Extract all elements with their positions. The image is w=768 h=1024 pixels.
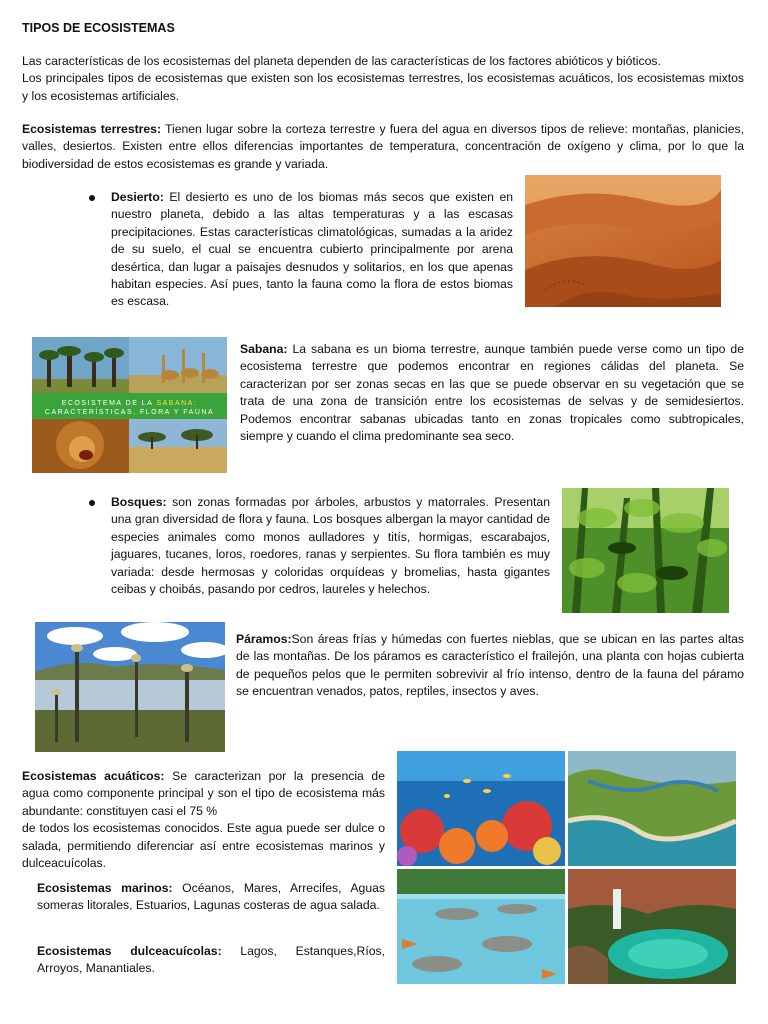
terrestres-label: Ecosistemas terrestres: bbox=[22, 122, 162, 136]
estuary-image bbox=[568, 751, 736, 866]
sabana-label: Sabana: bbox=[240, 342, 288, 356]
bosques-text: son zonas formadas por árboles, arbustos y matorrales. Presentan una gran diversidad de flora y fauna. Los bosques albergan la mayor cantidad de especies animales como monos aulladores y titís, hormigas, escarabajos, jaguares, tucanes, loros, roedores, ranas y serpientes. Su flora también es muy variada: desde hermosas y coloridas orquídeas y bromelias, hasta gigantes ceibas y choibás, pasando por cedros, laureles y helechos. bbox=[111, 495, 550, 597]
waterfall-image bbox=[568, 869, 736, 984]
intro-paragraph bbox=[22, 53, 744, 105]
marinos-paragraph bbox=[37, 880, 385, 915]
river-fish-image bbox=[397, 869, 565, 984]
terrestres-paragraph bbox=[22, 121, 744, 173]
acuaticos-text-2: de todos los ecosistemas conocidos. Este agua puede ser dulce o salada, permitiendo diferenciar así entre ecosistemas marinos y dulceacuícolas. bbox=[22, 821, 385, 871]
savanna-image bbox=[32, 337, 227, 473]
desert-image bbox=[525, 175, 721, 307]
marinos-label: Ecosistemas marinos: bbox=[37, 881, 173, 895]
bosques-paragraph bbox=[111, 494, 550, 598]
dulceacuicolas-label: Ecosistemas dulceacuícolas: bbox=[37, 944, 222, 958]
desierto-paragraph bbox=[111, 189, 513, 311]
paramos-label: Páramos: bbox=[236, 632, 292, 646]
dulceacuicolas-paragraph bbox=[37, 943, 385, 978]
terrestres-text: Tienen lugar sobre la corteza terrestre y fuera del agua en diversos tipos de relieve: montañas, planicies, valles, desiertos. Existen entre ellos diferencias importantes de temperatura, concentración de oxígeno y clima, por lo que la biodiversidad de estos ecosistemas es grande y variada. bbox=[22, 122, 744, 171]
bullet-icon bbox=[89, 195, 95, 201]
desierto-label: Desierto: bbox=[111, 190, 164, 204]
savanna-banner-line-1: ECOSISTEMA DE LA SABANA: bbox=[61, 400, 198, 407]
savanna-banner-line-2: CARACTERÍSTICAS, FLORA Y FAUNA bbox=[44, 409, 215, 416]
sabana-text: La sabana es un bioma terrestre, aunque también puede verse como un tipo de ecosistema terrestre que podemos encontrar en regiones cálidas del planeta. Se caracterizan por ser zonas secas en las que se puede observar en su vegetación que se trata de una zona de transición entre los ecosistemas de selvas y de semidesiertos. Podemos encontrar sabanas ubicadas tanto en zonas tropicales como subtropicales, siempre y cuando el clima predominante sea seco. bbox=[240, 342, 744, 444]
page-title: TIPOS DE ECOSISTEMAS bbox=[22, 21, 175, 35]
bullet-icon bbox=[89, 500, 95, 506]
paramos-text: Son áreas frías y húmedas con fuertes nieblas, que se ubican en las partes altas de las montañas. De los páramos es característico el frailejón, una planta con hojas cubierta de pequeños pelos que le permiten sobrevivir al frío intenso, dentro de la fauna del páramo se encuentran venados, patos, reptiles, insectos y aves. bbox=[236, 632, 744, 699]
desierto-text: El desierto es uno de los biomas más secos que existen en nuestro planeta, debido a las altas temperaturas y a las escasas precipitaciones. Estas características climatológicas, sumadas a la aridez de su suelo, el cual se encuentra cubierto principalmente por arena desértica, dan lugar a paisajes desnudos y solitarios, en los que apenas habitan especies. Así pues, tanto la fauna como la flora de estos biomas es escasa. bbox=[111, 190, 513, 309]
forest-image bbox=[562, 488, 729, 613]
sabana-paragraph bbox=[240, 341, 744, 445]
acuaticos-text-1: Se caracterizan por la presencia de agua como componente principal y son el tipo de ecosistema más abundante: constituyen casi el 75 % bbox=[22, 769, 385, 818]
intro-line-2: Los principales tipos de ecosistemas que existen son los ecosistemas terrestres, los ecosistemas acuáticos, los ecosistemas mixtos y los ecosistemas artificiales. bbox=[22, 71, 744, 103]
paramo-image bbox=[35, 622, 225, 752]
marinos-text: Océanos, Mares, Arrecifes, Aguas someras litorales, Estuarios, Lagunas costeras de agua salada. bbox=[37, 881, 385, 913]
dulceacuicolas-text: Lagos, Estanques,Ríos, Arroyos, Manantiales. bbox=[37, 944, 385, 976]
intro-line-1: Las características de los ecosistemas del planeta dependen de las características de los factores abióticos y bióticos. bbox=[22, 54, 661, 68]
acuaticos-paragraph bbox=[22, 768, 385, 872]
coral-reef-image bbox=[397, 751, 565, 866]
acuaticos-label: Ecosistemas acuáticos: bbox=[22, 769, 165, 783]
bosques-label: Bosques: bbox=[111, 495, 167, 509]
paramos-paragraph bbox=[236, 631, 744, 701]
